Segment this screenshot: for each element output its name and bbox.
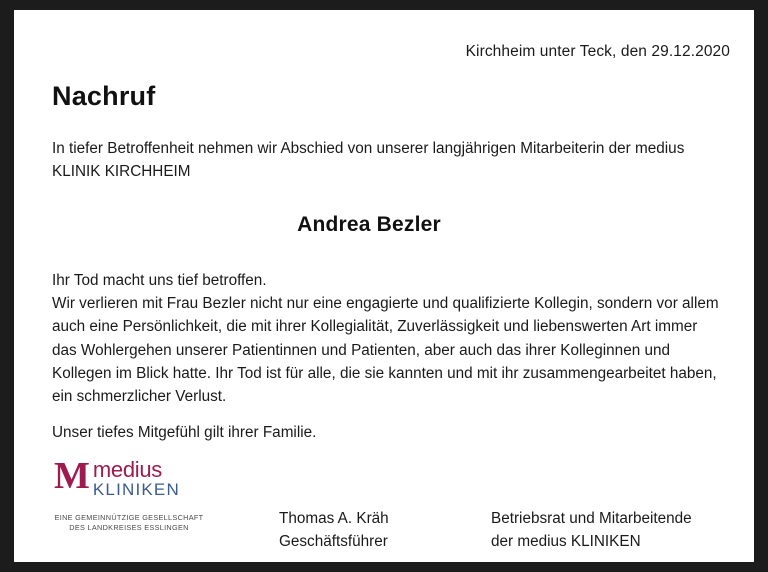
medius-kliniken-logo <box>54 457 214 533</box>
intro-paragraph: In tiefer Betroffenheit nehmen wir Abschied von unserer langjährigen Mitarbeiterin der medius KLINIK KIRCHHEIM <box>52 140 685 180</box>
deceased-name: Andrea Bezler <box>297 213 441 236</box>
signature-managing-director: Thomas A. Kräh Geschäftsführer <box>279 510 389 550</box>
logo-subline: EINE GEMEINNÜTZIGE GESELLSCHAFT DES LANDKREISES ESSLINGEN <box>54 513 204 532</box>
obituary-content <box>14 10 754 562</box>
logo-word-kliniken: KLINIKEN <box>92 480 180 499</box>
medius-m-icon: M <box>54 455 89 497</box>
page-title: Nachruf <box>52 81 156 111</box>
signature-works-council: Betriebsrat und Mitarbeitende der medius KLINIKEN <box>491 510 692 550</box>
obituary-page <box>14 10 754 562</box>
logo-wordmark <box>93 457 180 499</box>
tribute-paragraph: Ihr Tod macht uns tief betroffen. Wir verlieren mit Frau Bezler nicht nur eine engagierte und qualifizierte Kollegin, sondern vor allem auch eine Persönlichkeit, die mit ihrer Kollegialität, Zuverlässigkeit und liebenswerten Art immer das Wohlergehen unserer Patientinnen und Patienten, aber auch das ihrer Kolleginnen und Kollegen im Blick hatte. Ihr Tod ist für alle, die sie kannten und mit ihr zusammengearbeitet haben, ein schmerzlicher Verlust. <box>52 272 719 406</box>
logo-lockup <box>54 457 214 499</box>
logo-word-medius: medius <box>92 457 162 482</box>
date-line: Kirchheim unter Teck, den 29.12.2020 <box>465 43 730 60</box>
condolence-paragraph: Unser tiefes Mitgefühl gilt ihrer Familie. <box>52 424 317 441</box>
